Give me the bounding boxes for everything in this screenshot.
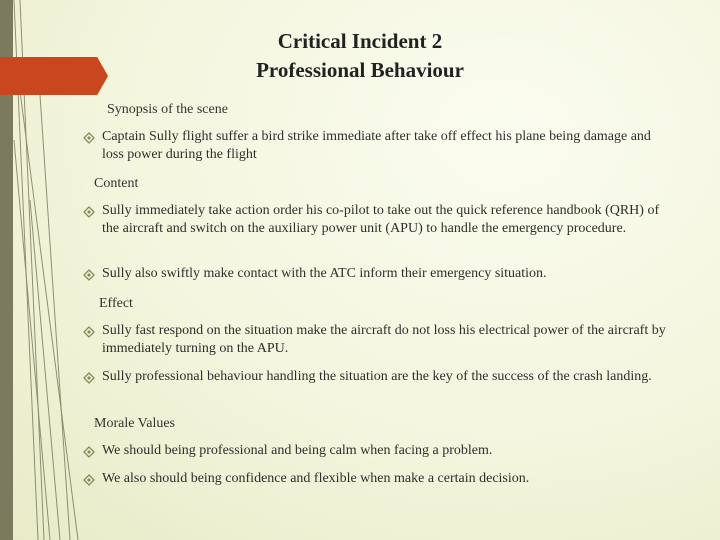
bullet-text: Sully immediately take action order his co-pilot to take out the quick reference handbook (QRH) of the aircraft and switch on the auxiliary power unit (APU) to handle the emergency procedure.	[102, 203, 660, 236]
content-heading: Content	[94, 176, 139, 191]
morale-bullet-1	[82, 442, 672, 460]
slide-title-line2: Professional Behaviour	[256, 58, 464, 82]
diamond-bullet-icon	[82, 445, 96, 459]
synopsis-heading: Synopsis of the scene	[107, 102, 228, 117]
morale-bullet-2	[82, 470, 672, 488]
diamond-bullet-icon	[82, 268, 96, 282]
bullet-text: Sully professional behaviour handling the situation are the key of the success of the crash landing.	[102, 369, 652, 384]
effect-heading: Effect	[99, 296, 133, 311]
accent-tab	[0, 57, 108, 95]
diamond-bullet-icon	[82, 325, 96, 339]
effect-bullet-1	[82, 322, 672, 358]
morale-heading: Morale Values	[94, 416, 175, 431]
effect-bullet-2	[82, 368, 672, 386]
bullet-text: We should being professional and being calm when facing a problem.	[102, 443, 493, 458]
content-bullet-1	[82, 202, 672, 238]
bullet-text: We also should being confidence and flexible when make a certain decision.	[102, 471, 530, 486]
bullet-text: Sully fast respond on the situation make the aircraft do not loss his electrical power of the aircraft by immediately turning on the APU.	[102, 323, 666, 356]
slide-title-line1: Critical Incident 2	[277, 29, 443, 53]
diamond-bullet-icon	[82, 131, 96, 145]
diamond-bullet-icon	[82, 371, 96, 385]
diamond-bullet-icon	[82, 205, 96, 219]
bullet-text: Sully also swiftly make contact with the ATC inform their emergency situation.	[102, 266, 547, 281]
content-bullet-2	[82, 265, 672, 283]
synopsis-bullet-1	[82, 128, 672, 164]
diamond-bullet-icon	[82, 473, 96, 487]
bullet-text: Captain Sully flight suffer a bird strike immediate after take off effect his plane being damage and loss power during the flight	[102, 129, 651, 162]
